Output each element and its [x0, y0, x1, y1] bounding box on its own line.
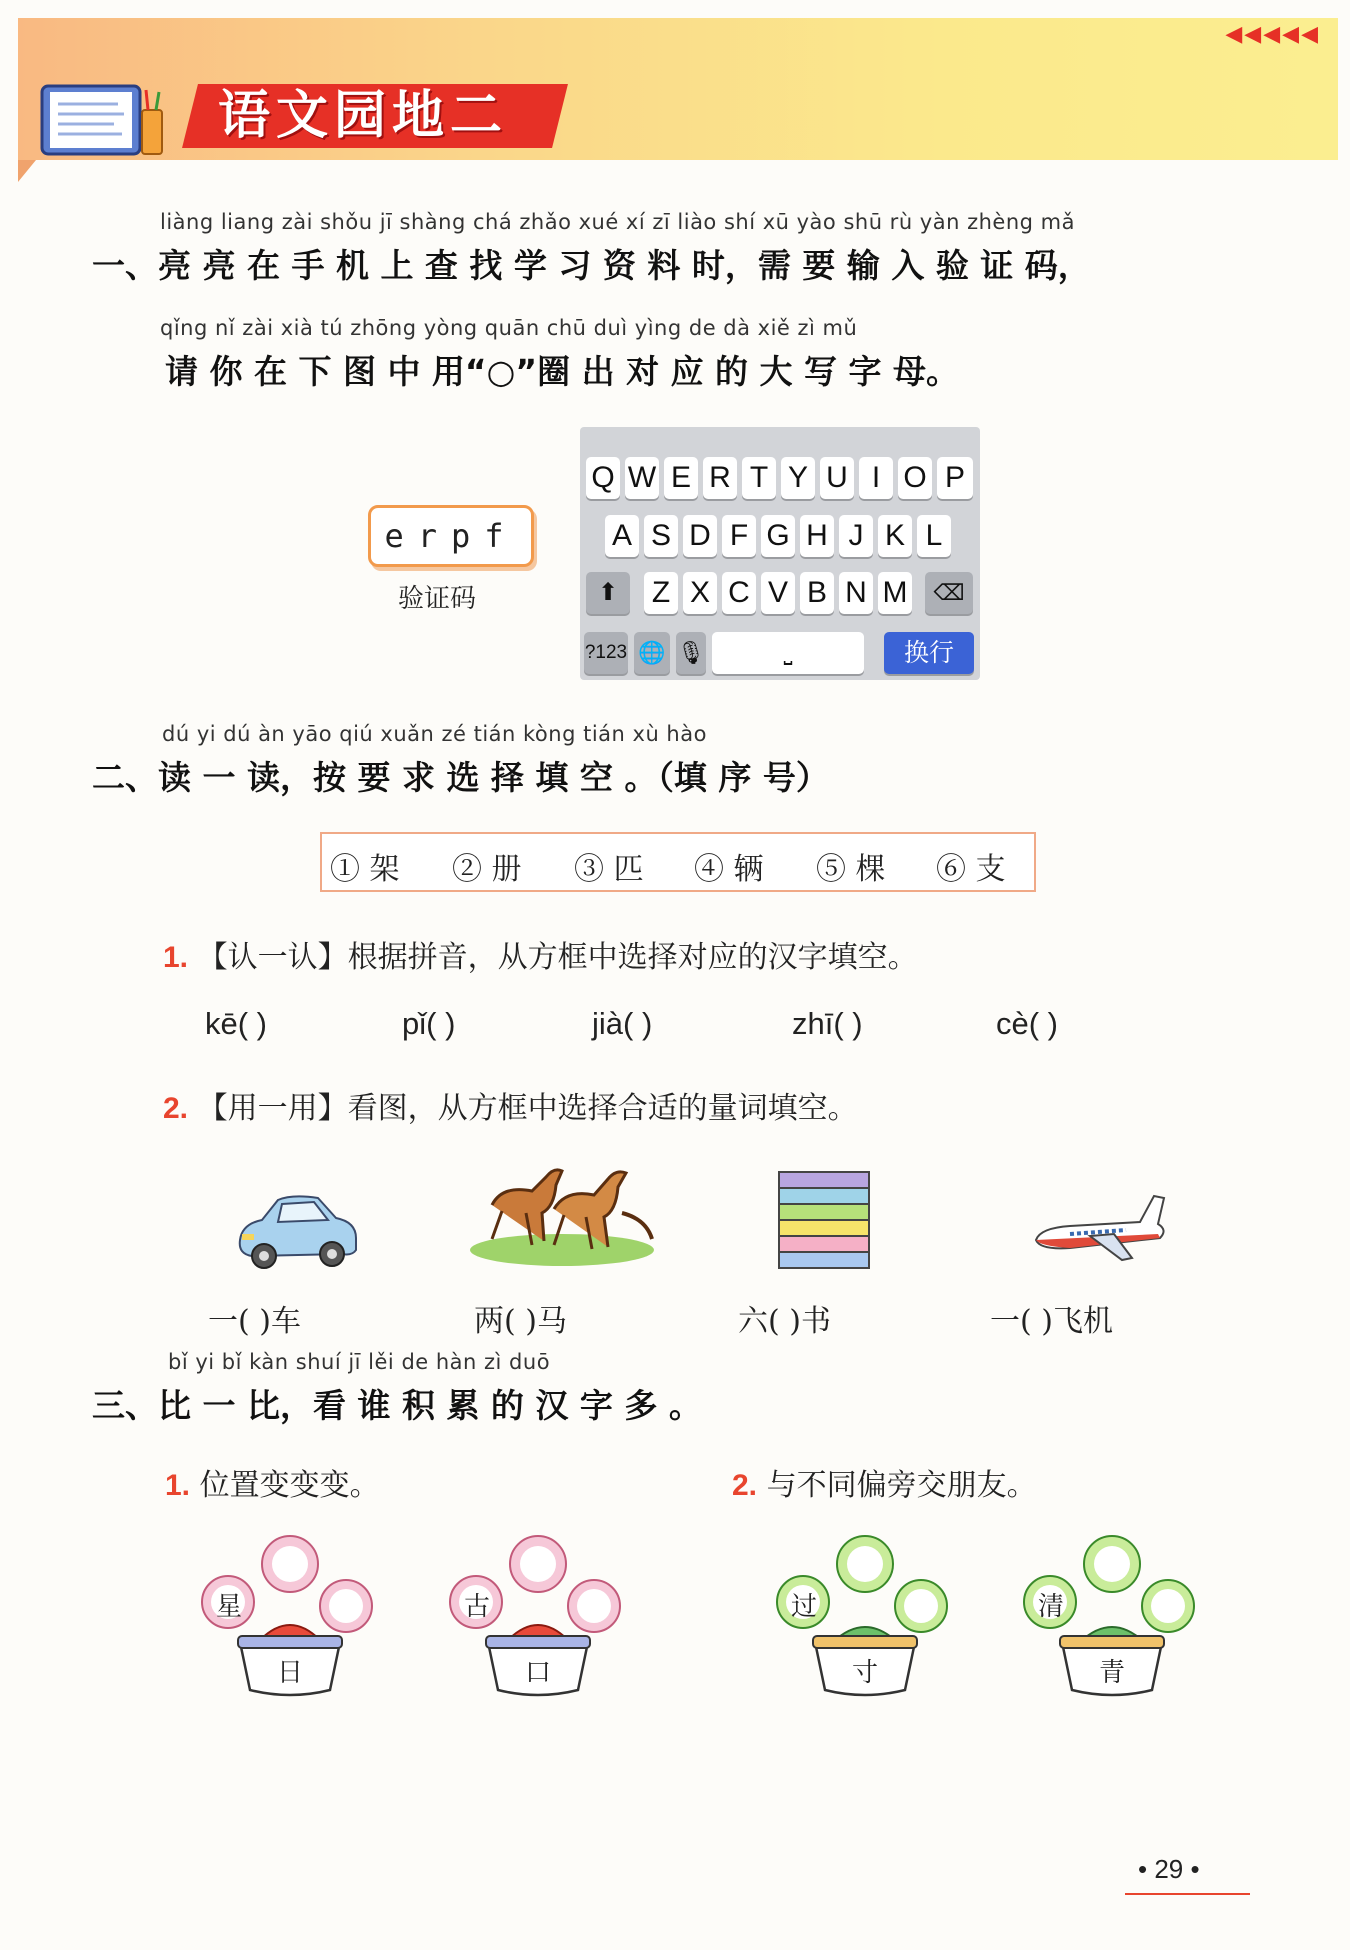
s2-q1-text: 【认一认】根据拼音，从方框中选择对应的汉字填空。 [197, 940, 918, 975]
s3-q1-text: 位置变变变。 [199, 1468, 380, 1503]
flower-pot-3 [775, 1530, 955, 1700]
key-c[interactable]: C [722, 572, 756, 614]
page-number-underline [1125, 1893, 1250, 1895]
key-h[interactable]: H [800, 515, 834, 557]
s2-q1-number: 1. [163, 941, 189, 974]
option-2: ② 册 [452, 852, 522, 887]
key-z[interactable]: Z [644, 572, 678, 614]
measure-word-box [320, 832, 1036, 892]
microphone-icon: 🎙 [677, 640, 705, 665]
blank-jia: jià( ) [592, 1006, 653, 1041]
s3-q1-number: 1. [165, 1469, 191, 1502]
page-number: • 29 • [1138, 1854, 1200, 1884]
section1-line2-pinyin: qǐng nǐ zài xià tú zhōng yòng quān chū duì yìng de dà xiě zì mǔ [160, 316, 858, 340]
section2-pinyin: dú yi dú àn yāo qiú xuǎn zé tián kòng tián xù hào [162, 722, 707, 746]
blank-ce: cè( ) [996, 1006, 1058, 1041]
flower-pot-2 [448, 1530, 628, 1700]
pot-char: 寸 [851, 1658, 878, 1688]
page-title: 语文园地二 [218, 86, 509, 146]
flower-pot-1 [200, 1530, 380, 1700]
arrows-decoration: ◀◀◀◀◀ [1225, 22, 1320, 47]
key-i[interactable]: I [859, 457, 893, 499]
key-v[interactable]: V [761, 572, 795, 614]
flower-pot-4 [1022, 1530, 1202, 1700]
airplane-illustration [1030, 1190, 1170, 1274]
key-s[interactable]: S [644, 515, 678, 557]
key-b[interactable]: B [800, 572, 834, 614]
shift-key[interactable] [586, 572, 630, 614]
key-u[interactable]: U [820, 457, 854, 499]
flower-char: 过 [790, 1592, 817, 1622]
blank-plane: 一( )飞机 [990, 1304, 1113, 1339]
backspace-key[interactable] [925, 572, 973, 614]
key-n[interactable]: N [839, 572, 873, 614]
key-x[interactable]: X [683, 572, 717, 614]
pot-char: 口 [524, 1658, 551, 1688]
blank-book: 六( )书 [738, 1304, 831, 1339]
blank-pi: pǐ( ) [402, 1006, 456, 1041]
backspace-icon: ⌫ [933, 580, 965, 605]
mic-key[interactable] [676, 632, 706, 674]
num-key[interactable]: ?123 [584, 632, 628, 674]
key-d[interactable]: D [683, 515, 717, 557]
key-f[interactable]: F [722, 515, 756, 557]
s2-q1 [163, 932, 918, 976]
option-1: ① 架 [330, 852, 400, 887]
key-a[interactable]: A [605, 515, 639, 557]
pot-char: 日 [276, 1658, 303, 1688]
section1-line2-text: 请 你 在 下 图 中 用“○”圈 出 对 应 的 大 写 字 母。 [165, 352, 960, 391]
key-w[interactable]: W [625, 457, 659, 499]
globe-key[interactable] [634, 632, 670, 674]
key-j[interactable]: J [839, 515, 873, 557]
blank-horse: 两( )马 [474, 1304, 567, 1339]
option-4: ④ 辆 [694, 852, 764, 887]
pot-char: 青 [1098, 1658, 1125, 1688]
s2-q2-text: 【用一用】看图，从方框中选择合适的量词填空。 [197, 1091, 858, 1126]
option-6: ⑥ 支 [936, 852, 1006, 887]
key-k[interactable]: K [878, 515, 912, 557]
s3-q2 [732, 1460, 1037, 1504]
flower-char: 清 [1037, 1592, 1064, 1622]
books-illustration [775, 1168, 875, 1282]
option-5: ⑤ 棵 [816, 852, 886, 887]
section1-line1-pinyin: liàng liang zài shǒu jī shàng chá zhǎo xué xí zī liào shí xū yào shū rù yàn zhèng mǎ [160, 210, 1075, 234]
blank-car: 一( )车 [208, 1304, 301, 1339]
captcha-label: 验证码 [398, 584, 477, 614]
key-l[interactable]: L [917, 515, 951, 557]
flower-char: 星 [215, 1592, 242, 1622]
book-icon [38, 80, 168, 166]
key-g[interactable]: G [761, 515, 795, 557]
section3-pinyin: bǐ yi bǐ kàn shuí jī lěi de hàn zì duō [168, 1350, 551, 1374]
key-t[interactable]: T [742, 457, 776, 499]
car-illustration [232, 1190, 362, 1279]
key-p[interactable]: P [937, 457, 973, 499]
enter-key[interactable]: 换行 [884, 632, 974, 674]
horses-illustration [462, 1155, 662, 1274]
option-3: ③ 匹 [574, 852, 644, 887]
blank-ke: kē( ) [205, 1006, 267, 1041]
flower-char: 古 [463, 1592, 490, 1622]
globe-icon: 🌐 [638, 640, 666, 665]
section2-heading: 二、读 一 读，按 要 求 选 择 填 空 。（填 序 号） [92, 758, 829, 797]
section3-heading: 三、比 一 比，看 谁 积 累 的 汉 字 多 。 [92, 1386, 702, 1425]
s3-q2-text: 与不同偏旁交朋友。 [766, 1468, 1037, 1503]
s2-q2 [163, 1083, 858, 1127]
blank-zhi: zhī( ) [792, 1006, 863, 1041]
s3-q1 [165, 1460, 380, 1504]
s3-q2-number: 2. [732, 1469, 758, 1502]
shift-icon: ⬆ [597, 579, 619, 606]
key-q[interactable]: Q [586, 457, 620, 499]
key-y[interactable]: Y [781, 457, 815, 499]
key-e[interactable]: E [664, 457, 698, 499]
keyboard [580, 427, 980, 680]
section1-line1-text: 一、亮 亮 在 手 机 上 查 找 学 习 资 料 时，需 要 输 入 验 证 码， [92, 246, 1091, 285]
key-m[interactable]: M [878, 572, 912, 614]
space-key[interactable]: ⎵ [712, 632, 864, 674]
key-r[interactable]: R [703, 457, 737, 499]
s2-q2-number: 2. [163, 1092, 189, 1125]
captcha-box: erpf [368, 505, 534, 567]
key-o[interactable]: O [898, 457, 932, 499]
